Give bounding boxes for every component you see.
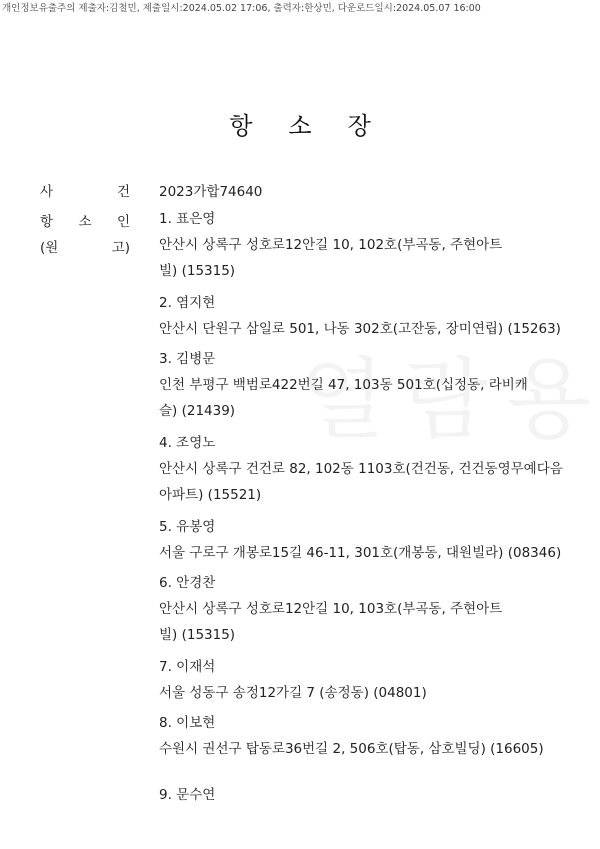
- party-address-line: 안산시 상록구 성호로12안길 10, 102호(부곡동, 주현아트: [159, 237, 503, 253]
- party-entry: [159, 712, 569, 762]
- party-entry: [159, 784, 569, 806]
- title-char: 항: [229, 112, 253, 140]
- party-address-line: 인천 부평구 백범로422번길 47, 103동 501호(십정동, 라비캐: [159, 377, 528, 393]
- party-name: 9. 문수연: [159, 787, 216, 803]
- party-name: 5. 유봉영: [159, 519, 216, 535]
- party-address-line: 아파트) (15521): [159, 487, 262, 503]
- party-name: 7. 이재석: [159, 659, 216, 675]
- party-address-line: 안산시 상록구 성호로12안길 10, 103호(부곡동, 주현아트: [159, 601, 503, 617]
- party-entry: [159, 208, 569, 284]
- title-char: 장: [347, 112, 371, 140]
- party-name: 4. 조영노: [159, 435, 216, 451]
- party-address-line: 서울 구로구 개봉로15길 46-11, 301호(개봉동, 대원빌라) (08346): [159, 545, 562, 561]
- title-char: 소: [288, 112, 312, 140]
- party-entry: [159, 348, 569, 424]
- party-address-line: 서울 성동구 송정12가길 7 (송정동) (04801): [159, 685, 427, 701]
- party-name: 3. 김병문: [159, 351, 216, 367]
- case-label: 사 건: [40, 184, 130, 200]
- party-address-line: 슬) (21439): [159, 403, 236, 419]
- party-address-line: 수원시 권선구 탑동로36번길 2, 506호(탑동, 삼호빌딩) (16605): [159, 741, 544, 757]
- party-address-line: 빌) (15315): [159, 627, 236, 643]
- party-address-line: 빌) (15315): [159, 263, 236, 279]
- case-number: 2023가합74640: [159, 184, 263, 200]
- party-name: 1. 표은영: [159, 211, 216, 227]
- party-name: 2. 염지현: [159, 295, 216, 311]
- party-entry: [159, 656, 569, 706]
- party-entry: [159, 572, 569, 648]
- privacy-header-note: 개인정보유출주의 제출자:김철민, 제출일시:2024.05.02 17:06, 출력자:한상민, 다운로드일시:2024.05.07 16:00: [2, 3, 481, 14]
- party-entry: [159, 292, 569, 342]
- party-address-line: 안산시 단원구 삼일로 501, 나동 302호(고잔동, 장미연립) (15263): [159, 321, 561, 337]
- party-entry: [159, 432, 569, 508]
- party-address-line: 안산시 상록구 건건로 82, 102동 1103호(건건동, 건건동영무예다음: [159, 461, 563, 477]
- plaintiff-sublabel: (원 고): [40, 240, 130, 256]
- party-name: 6. 안경찬: [159, 575, 216, 591]
- appellant-label: 항 소 인: [40, 214, 130, 230]
- party-name: 8. 이보현: [159, 715, 216, 731]
- party-entry: [159, 516, 569, 566]
- document-title: [0, 106, 600, 141]
